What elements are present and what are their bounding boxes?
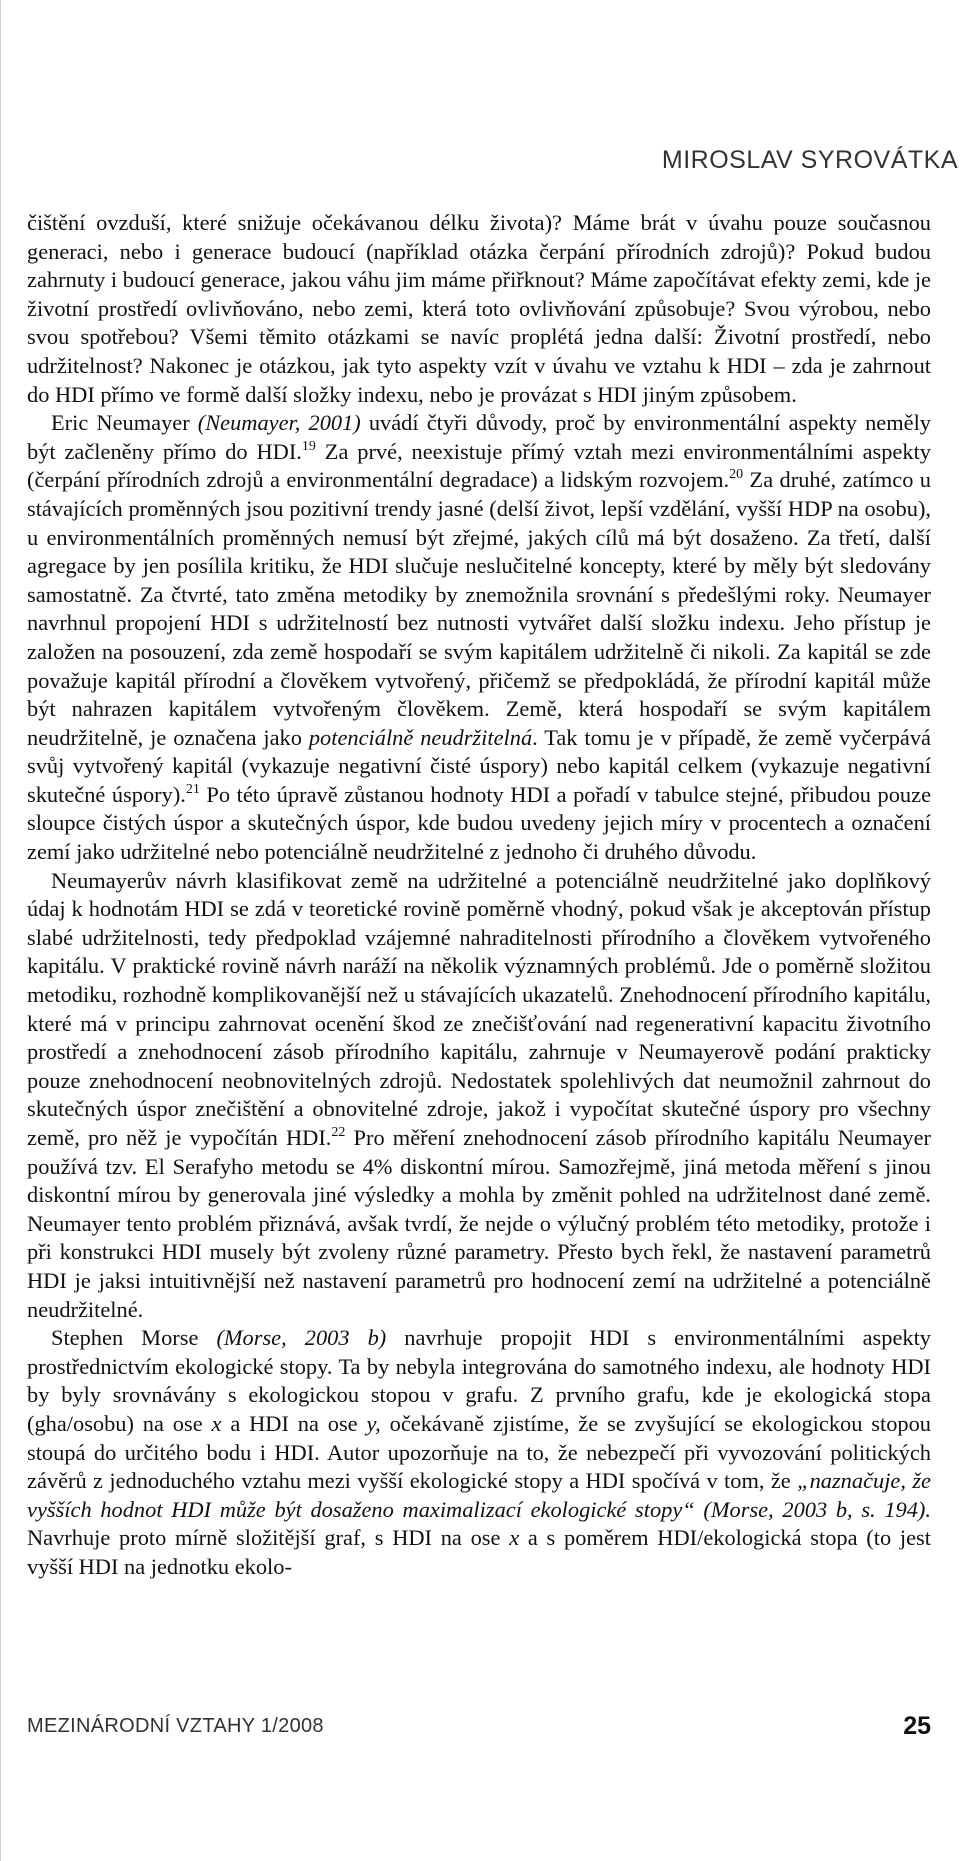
italic-text: (Morse, 2003 b) xyxy=(216,1325,387,1351)
page-number: 25 xyxy=(903,1712,931,1740)
text-run: Za prvé, neexistuje přímý vztah mezi environmentálními aspekty (čerpání přírodních zdrojů a environmentální degradace) a lidským rozvojem. xyxy=(27,438,931,493)
running-head-author: MIROSLAV SYROVÁTKA xyxy=(661,146,958,174)
paragraph xyxy=(27,409,931,867)
footer-journal-title: MEZINÁRODNÍ VZTAHY 1/2008 xyxy=(27,1715,324,1737)
text-run: a HDI na ose xyxy=(221,1410,367,1436)
text-run: Eric Neumayer xyxy=(51,410,198,436)
italic-text: (Neumayer, 2001) xyxy=(197,410,361,436)
text-run: navrhuje propojit HDI s environmentálními aspekty prostřednictvím ekologické stopy. Ta by nebyla integrována do samotného indexu, ale hodnoty HDI by byly srovnávány s ekologickou stopou v grafu. Z prvního grafu, kde je ekologická stopa (gha/osobu) na ose xyxy=(27,1325,932,1436)
italic-text: x xyxy=(211,1410,222,1436)
text-run: . Tak tomu je v případě, že země vyčerpává svůj vytvořený kapitál (vykazuje negativní čisté úspory) nebo kapitál celkem (vykazuje negativní skutečné úspory). xyxy=(27,724,931,807)
page-edge-rule xyxy=(0,0,1,1861)
text-run: Stephen Morse xyxy=(51,1325,217,1351)
footnote-ref: 20 xyxy=(729,467,744,483)
paragraph xyxy=(27,867,931,1325)
article-body xyxy=(27,209,931,1582)
text-run: Pro měření znehodnocení zásob přírodního kapitálu Neumayer používá tzv. El Serafyho metodu se 4% diskontní mírou. Samozřejmě, jiná metoda měření s jinou diskontní mírou by generovala jiné výsledky a mohla by změnit pohled na udržitelnost dané země. Neumayer tento problém přiznává, avšak tvrdí, že nejde o výlučný problém této metodiky, protože i při konstrukci HDI musely být zvoleny různé parametry. Přesto bych řekl, že nastavení parametrů HDI je jaksi intuitivnější než nastavení parametrů pro hodnocení zemí na udržitelné a potenciálně neudržitelné. xyxy=(27,1125,931,1322)
footnote-ref: 22 xyxy=(331,1125,346,1140)
text-run: uvádí čtyři důvody, proč by environmentální aspekty neměly být začleněny přímo do HDI. xyxy=(27,410,931,464)
footnote-ref: 21 xyxy=(185,781,200,797)
paragraph xyxy=(27,209,931,409)
text-run: Navrhuje proto mírně složitější graf, s HDI na ose xyxy=(27,1525,510,1551)
paragraph xyxy=(27,1324,931,1581)
italic-text: potenciálně neudržitelná xyxy=(308,724,533,750)
text-run: Neumayerův návrh klasifikovat země na udržitelné a potenciálně neudržitelné jako doplňkový údaj k hodnotám HDI se zdá v teoretické rovině poměrně vhodný, pokud však je akceptován přístup slabé udržitelnosti, tedy předpoklad vzájemné nahraditelnosti přírodního a člověkem vytvořeného kapitálu. V praktické rovině návrh naráží na několik významných problémů. Jde o poměrně složitou metodiku, rozhodně komplikovanější než u stávajících ukazatelů. Znehodnocení přírodního kapitálu, které má v principu zahrnovat ocenění škod ze znečišťování nad regenerativní kapacitu životního prostředí a znehodnocení zásob přírodního kapitálu, zahrnuje v Neumayerově podání prakticky pouze znehodnocení neobnovitelných zdrojů. Nedostatek spolehlivých dat neumožnil zahrnout do skutečných úspor znečištění a obnovitelné zdroje, jakož i vypočítat skutečné úspory pro všechny země, pro něž je vypočítán HDI. xyxy=(27,867,931,1150)
text-run: očekávaně zjistíme, že se zvyšující se ekologickou stopou stoupá do určitého bodu i HDI. Autor upozorňuje na to, že nebezpečí při vyvozování politických závěrů z jednoduchého vztahu mezi vyšší ekologické stopy a HDI spočívá v tom, že xyxy=(27,1410,932,1494)
text-run: Za druhé, zatímco u stávajících proměnných jsou pozitivní trendy jasné (delší život, lepší vzdělání, vyšší HDP na osobu), u environmentálních proměnných nemusí být zřejmé, jakých cílů má být dosaženo. Za třetí, další agregace by jen posílila kritiku, že HDI slučuje neslučitelné koncepty, které by měly být sledovány samostatně. Za čtvrté, tato změna metodiky by znemožnila srovnání s předešlými roky. Neumayer navrhnul propojení HDI s udržitelností bez nutnosti vytvářet další složku indexu. Jeho přístup je založen na posouzení, zda země hospodaří se svým kapitálem udržitelně či nikoli. Za kapitál se zde považuje kapitál přírodní a člověkem vytvořený, přičemž se předpokládá, že přírodní kapitál může být nahrazen kapitálem vytvořeným člověkem. Země, která hospodaří se svým kapitálem neudržitelně, je označena jako xyxy=(27,467,931,750)
text-run: čištění ovzduší, které snižuje očekávanou délku života)? Máme brát v úvahu pouze současnou generaci, nebo i generace budoucí (například otázka čerpání přírodních zdrojů)? Pokud budou zahrnuty i budoucí generace, jakou váhu jim máme přiřknout? Máme započítávat efekty zemi, kde je životní prostředí ovlivňováno, nebo zemi, která toto ovlivňování způsobuje? Svou výrobou, nebo svou spotřebou? Všemi těmito otázkami se navíc proplétá jedna další: Životní prostředí, nebo udržitelnost? Nakonec je otázkou, jak tyto aspekty vzít v úvahu ve vztahu k HDI – zda je zahrnout do HDI přímo ve formě další složky indexu, nebo je provázat s HDI jiným způsobem. xyxy=(27,210,931,407)
italic-text: y, xyxy=(366,1410,381,1436)
footnote-ref: 19 xyxy=(301,438,316,454)
italic-text: „naznačuje, že vyšších hodnot HDI může být dosaženo maximalizací ekologické stopy“ (Morse, 2003 b, s. 194). xyxy=(27,1468,931,1522)
text-run: a s poměrem HDI/ekologická stopa (to jest vyšší HDI na jednotku ekolo- xyxy=(27,1525,931,1579)
text-run: Po této úpravě zůstanou hodnoty HDI a pořadí v tabulce stejné, přibudou pouze sloupce čistých úspor a skutečných úspor, kde budou uvedeny jejich míry v procentech a označení zemí jako udržitelné nebo potenciálně neudržitelné z jednoho či druhého důvodu. xyxy=(27,781,932,865)
italic-text: x xyxy=(509,1525,520,1551)
